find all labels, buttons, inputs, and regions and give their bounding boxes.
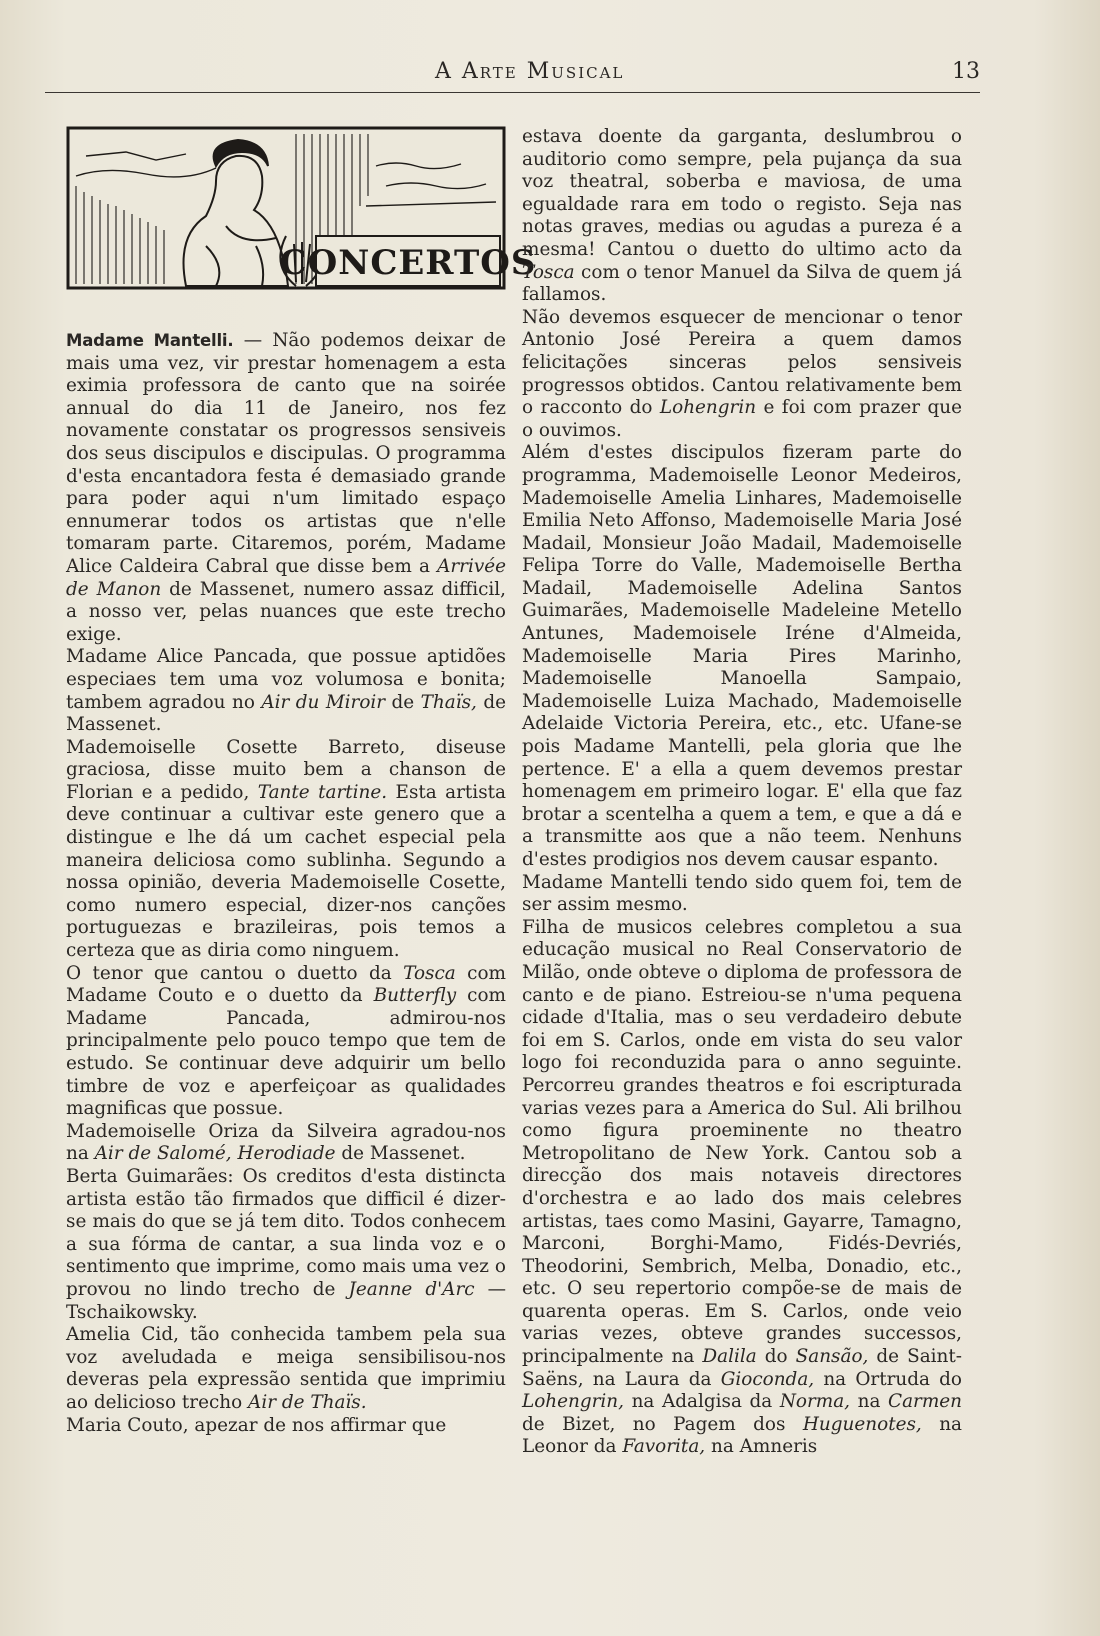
text-run: Mademoiselle Oriza da Silveira agradou-nos na (66, 1120, 506, 1165)
text-run: Esta artista deve continuar a cultivar este genero que a distingue e lhe dá um cachet especial pela maneira deliciosa como sublinha. Segundo a nossa opinião, deveria Mademoiselle Cosette, como numero especial, dizer-nos canções portuguezas e brazileiras, pois temos a certeza que as diria como ninguem. (66, 781, 506, 962)
left-column (66, 126, 537, 1437)
page-header (45, 52, 980, 93)
text-run: Madame Alice Pancada, que possue aptidões especiaes tem uma voz volumosa e bonita; tambem agradou no (66, 646, 506, 713)
italic-title: Air de Thaïs. (248, 1391, 367, 1413)
italic-title: Butterfly (373, 985, 457, 1007)
paragraph (66, 1324, 506, 1414)
italic-title: Norma, (779, 1391, 851, 1413)
text-run: com Madame Pancada, admirou-nos principalmente pelo pouco tempo que tem de estudo. Se continuar deve adquirir um bello timbre de voz e aperfeiçoar as qualidades magnificas que possue. (66, 985, 506, 1120)
text-run: de Saint-Saëns, na Laura da (522, 1346, 962, 1390)
text-run: Berta Guimarães: Os creditos d'esta distincta artista estão tão firmados que difficil é dizer-se mais do que se já tem dito. Todos conhecem a sua fórma de cantar, a sua linda voz e o sentimento que imprime, como mais uma vez o provou no lindo trecho de (66, 1165, 506, 1300)
paragraph (66, 963, 506, 1121)
text-run: na Ortruda do (814, 1368, 963, 1390)
paragraph (522, 442, 962, 871)
text-run: na Adalgisa da (624, 1391, 780, 1413)
text-run: na Amneris (705, 1436, 818, 1458)
paragraph (522, 872, 962, 917)
text-run: na (850, 1391, 888, 1413)
text-run: Mademoiselle Cosette Barreto, diseuse graciosa, disse muito bem a chanson de Florian e a pedido, (66, 736, 506, 803)
italic-title: Huguenotes, (802, 1413, 922, 1435)
text-run: com Madame Couto e o duetto da (66, 962, 506, 1007)
page-number: 13 (952, 59, 980, 84)
italic-title: Tante tartine. (257, 781, 388, 803)
text-run: do (756, 1346, 796, 1368)
text-run: — Não podemos deixar de mais uma vez, vir prestar homenagem a esta eximia professora de canto que na soirée annual do dia 11 de Janeiro, nos fez novamente constatar os progressos sensiveis dos seus discipulos e discipulas. O programma d'esta encantadora festa é demasiado grande para poder aqui n'um limitado espaço ennumerar todos os artistas que n'elle tomaram parte. Citaremos, porém, Madame Alice Caldeira Cabral que disse bem a (66, 330, 506, 577)
paragraph (522, 307, 962, 443)
running-title: A Arte Musical (435, 59, 625, 84)
italic-title: Sansão, (795, 1346, 869, 1368)
text-run: Maria Couto, apezar de nos affirmar que (66, 1414, 447, 1436)
paragraph (66, 1166, 506, 1324)
italic-title: Tosca (403, 962, 456, 984)
text-run: Filha de musicos celebres completou a sua educação musical no Real Conservatorio de Milão, onde obteve o diploma de professora de canto e de piano. Estreiou-se n'uma pequena cidade d'Italia, mas o seu verdadeiro debute foi em S. Carlos, onde em vista do seu valor logo foi reconduzida para o anno seguinte. Percorreu grandes theatros e foi escripturada varias vezes para a America do Sul. Ali brilhou como figura proeminente no theatro Metropolitano de New York. Cantou sob a direcção dos mais notaveis directores d'orchestra e ao lado dos mais celebres artistas, taes como Masini, Gayarre, Tamagno, Marconi, Borghi-Mamo, Fidés-Devriés, Theodorini, Sembrich, Melba, Donadio, etc., etc. O seu repertorio compõe-se de mais de quarenta operas. Em S. Carlos, onde veio varias vezes, obteve grandes successos, principalmente na (522, 916, 962, 1368)
paragraph (522, 917, 962, 1459)
text-run: e foi com prazer que o ouvimos. (522, 397, 962, 441)
paragraph (522, 126, 962, 307)
text-run: com o tenor Manuel da Silva de quem já fallamos. (522, 261, 962, 306)
italic-title: Air du Miroir (261, 691, 386, 713)
paragraph (66, 1121, 506, 1166)
italic-title: Jeanne d'Arc (348, 1278, 475, 1300)
italic-title: Carmen (888, 1391, 962, 1413)
text-run: estava doente da garganta, deslumbrou o auditorio como sempre, pela pujança da sua voz theatral, soberba e maviosa, de uma egualdade rara em todo o registo. Seja nas notas graves, medias ou agudas a pureza é a mesma! Cantou o duetto do ultimo acto da (522, 126, 962, 260)
lead-name: Madame Mantelli. (66, 331, 234, 350)
italic-title: Arrivée de Manon (66, 555, 506, 600)
text-run: — Tschaikowsky. (66, 1278, 506, 1323)
text-run: Não devemos esquecer de mencionar o tenor Antonio José Pereira a quem damos felicitações sinceras pelos sensiveis progressos obtidos. Cantou relativamente bem o racconto do (522, 306, 962, 419)
italic-title: Air de Salomé, Herodiade (94, 1143, 336, 1165)
text-run: de Massenet. (66, 691, 506, 736)
italic-title: Favorita, (622, 1436, 706, 1458)
italic-title: Dalila (702, 1346, 757, 1368)
text-run: Madame Mantelli tendo sido quem foi, tem de ser assim mesmo. (522, 871, 962, 916)
text-run: de (385, 691, 421, 713)
text-run: de Bizet, no Pagem dos (522, 1413, 803, 1435)
text-run: na Leonor da (522, 1413, 963, 1458)
illustration-lettering: CONCERTOS (279, 243, 537, 283)
italic-title: Tosca (522, 261, 575, 283)
paragraph (66, 330, 506, 646)
text-run: de Massenet, numero assaz difficil, a nosso ver, pelas nuances que este trecho exige. (66, 578, 506, 645)
paragraph (66, 646, 506, 736)
text-run: Amelia Cid, tão conhecida tambem pela sua voz aveludada e meiga sensibilisou-nos deveras pela expressão sentida que imprimiu ao delicioso trecho (66, 1324, 506, 1413)
paragraph (66, 1415, 506, 1438)
italic-title: Lohengrin, (522, 1391, 624, 1413)
italic-title: Gioconda, (720, 1368, 815, 1390)
italic-title: Thaïs, (420, 691, 477, 713)
right-column (522, 126, 962, 1459)
paragraph (66, 737, 506, 963)
concertos-illustration (66, 126, 537, 296)
text-run: Além d'estes discipulos fizeram parte do programma, Mademoiselle Leonor Medeiros, Mademoiselle Amelia Linhares, Mademoiselle Emilia Neto Affonso, Mademoiselle Maria José Madail, Monsieur João Madail, Mademoiselle Felipa Torre do Valle, Mademoiselle Bertha Madail, Mademoiselle Adelina Santos Guimarães, Mademoiselle Madeleine Metello Antunes, Mademoisele Iréne d'Almeida, Mademoiselle Maria Pires Marinho, Mademoiselle Manoella Sampaio, Mademoiselle Luiza Machado, Mademoiselle Adelaide Victoria Pereira, etc., etc. Ufane-se pois Madame Mantelli, pela gloria que lhe pertence. E' a ella a quem devemos prestar homenagem em primeiro logar. E' ella que faz brotar a scentelha a quem a tem, e que a dá e a transmitte aos que a não teem. Nenhuns d'estes prodigios nos devem causar espanto. (522, 442, 962, 870)
text-run: de Massenet. (335, 1143, 466, 1165)
italic-title: Lohengrin (659, 397, 757, 419)
text-run: O tenor que cantou o duetto da (66, 962, 404, 984)
